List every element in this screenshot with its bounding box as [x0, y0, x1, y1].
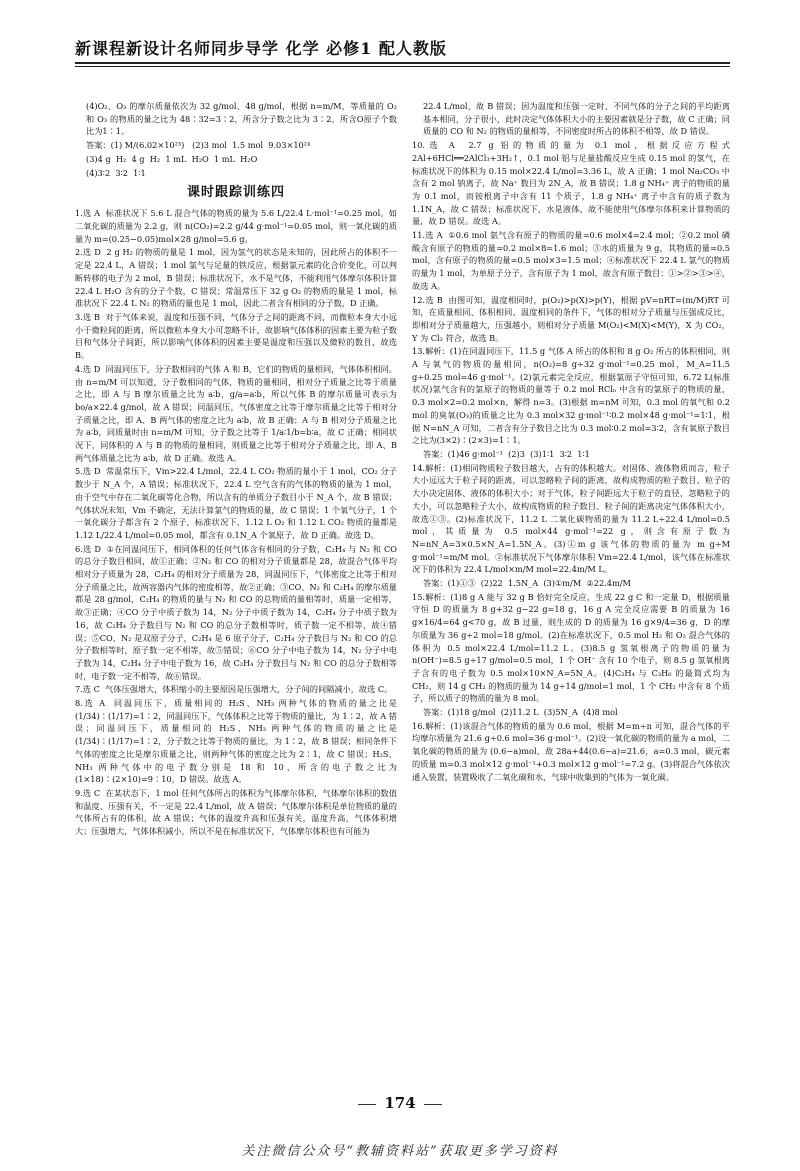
page-number-text: 174	[384, 1094, 416, 1112]
solution-item-8: 8.选 A 同温同压下，质量相同的 H₂S、NH₃ 两种气体的物质的量之比是 (1/34)∶(1/17)=1∶2，同温同压下，气体体积之比等于物质的量比，为 1∶2，故 A 错误；同温同压下，质量相同的 H₂S、NH₃ 两种气体的物质的量之比是 (1/34)∶(1/17)=1∶2，分子数之比等于物质的量比，为 1∶2，故 B 错误；相同条件下气体的密度之比是摩尔质量之比，则两种气体的密度之比为 2∶1，故 C 错误；H₂S、NH₃ 两种气体中的电子数分别是 18 和 10，所含的电子数之比为(1×18)∶(2×10)=9∶10，D 错误。故选 A。	[75, 698, 400, 785]
page-number-dash-right	[424, 1104, 442, 1105]
solution-item-11: 11.选 A ①0.6 mol 氨气含有原子的物质的量=0.6 mol×4=2.4 mol；②0.2 mol 磷酸含有原子的物质的量=0.2 mol×8=1.6 mol；③水的质量为 9 g，其物质的量=0.5 mol，含有原子的物质的量=0.5 mol×3=1.5 mol；④标准状况下 22.4 L 氯气的物质的量为 1 mol，为单原子分子，含有原子为 1 mol，故含有原子数目：①>②>③>④，故选 A。	[412, 230, 733, 291]
solution-item-15: 15.解析：(1)8 g A 能与 32 g B 恰好完全反应，生成 22 g C 和一定量 D，根据质量守恒 D 的质量为 8 g+32 g−22 g=18 g，16 g A 完全反应需要 B 的质量为 16 g×16/4=64 g<70 g，故 B 过量，则生成的 D 的质量为 16 g×9/4=36 g，D 的摩尔质量为 36 g÷2 mol=18 g/mol。(2)在标准状况下，0.5 mol H₂ 和 O₂ 混合气体的体积为 0.5 mol×22.4 L/mol=11.2 L。(3)8.5 g 氢氧根离子的物质的量为 n(OH⁻)=8.5 g÷17 g/mol=0.5 mol，1 个 OH⁻ 含有 10 个电子，则 8.5 g 氢氧根离子含有的电子数为 0.5 mol×10×N_A=5N_A。(4)C₂H₄ 与 C₃H₆ 的最简式均为 CH₂，则 14 g CH₂ 的物质的量为 14 g÷14 g/mol=1 mol，1 个 CH₂ 中含有 8 个质子，所以质子的物质的量为 8 mol。	[412, 591, 733, 704]
solution-item-12: 12.选 B 由图可知，温度相同时，p(O₂)>p(X)>p(Y)，根据 pV=nRT=(m/M)RT 可知，在质量相同、体积相同、温度相同的条件下，气体的相对分子质量与压强成反比，即相对分子质量越大，压强越小，则相对分子质量 M(O₂)<M(X)<M(Y)，X 为 CO₂，Y 为 Cl₂ 符合，故选 B。	[412, 294, 730, 343]
right-column	[412, 100, 733, 784]
section-title: 课时跟踪训练四	[186, 185, 285, 201]
solution-item-3: 3.选 B 对于气体来说，温度和压强不同，气体分子之间的距离不同，而微粒本身大小远小于微粒间的距离，所以微粒本身大小可忽略不计，故影响气体体积的因素主要为粒子数目和气体分子间距，所以影响气体体积的因素主要是温度和压强以及微粒的数目，故选 B。	[75, 311, 400, 361]
solution-item-7: 7.选 C 气体压强增大，体积缩小的主要原因是压强增大，分子间的间隔减小，故选 C。	[75, 684, 393, 695]
page-number-dash-left	[358, 1104, 376, 1105]
answer-13: 答案：(1)46 g·mol⁻¹ (2)3 (3)1∶1 3∶2 1∶1	[423, 448, 590, 459]
header-rule-thin	[75, 66, 730, 67]
answer-15: 答案：(1)18 g/mol (2)11.2 L (3)5N_A (4)8 mol	[423, 707, 618, 718]
solution-item-4: 4.选 D 同温同压下，分子数相同的气体 A 和 B，它们的物质的量相同，气体体积相同。由 n=m/M 可以知道，分子数相同的气体，物质的量相同，相对分子质量之比等于质量之比，即 A 与 B 摩尔质量之比为 a∶b，g/a=a∶b，所以气体 B 的摩尔质量可表示为 bo/a×22.4 g/mol，故 A 错误；同温同压，气体密度之比等于摩尔质量之比等于相对分子质量之比，即 A、B 两气体的密度之比为 a∶b，故 B 正确；A 与 B 相对分子质量之比为 a∶b，同质量时由 n=m/M 可知，分子数之比等于 1/a∶1/b=b∶a，故 C 正确；相同状况下，同体积的 A 与 B 的物质的量相同，则质量之比等于相对分子质量之比，即 A、B 两气体质量之比为 a∶b，故 D 正确。故选 A。	[75, 363, 400, 463]
solution-item-10: 10.选 A 2.7 g 铝的物质的量为 0.1 mol，根据反应方程式 2Al+6HCl══2AlCl₃+3H₂↑，0.1 mol 铝与足量盐酸反应生成 0.15 mol 的氢气，在标准状况下的体积为 0.15 mol×22.4 L/mol=3.36 L，故 A 正确；1 mol Na₂CO₃ 中含有 2 mol 钠离子，故 Na⁺ 数目为 2N_A，故 B 错误；1.8 g NH₄⁺ 离子的物质的量为 0.1 mol，而铵根离子中含有 11 个质子，1.8 g NH₄⁺ 离子中含有的质子数为 1.1N_A，故 C 错误；标准状况下，水是液体，故不能使用气体摩尔体积来计算物质的量，故 D 错误。故选 A。	[412, 140, 733, 227]
solution-item-9-continued: 22.4 L/mol，故 B 错误；因为温度和压强一定时，不同气体的分子之间的平均距离基本相同，分子很小，此时决定气体体积大小的主要因素就是分子数，故 C 正确；同质量的 CO 和 N₂ 的物质的量相等，不同密度时所占的体积不相等，故 D 错误。	[423, 101, 730, 137]
answer-line: 答案：(1) M/(6.02×10²³) (2)3 mol 1.5 mol 9.03×10²⁴	[86, 140, 311, 151]
running-header: 新课程新设计名师同步导学 化学 必修1 配人教版	[75, 39, 447, 58]
left-column	[75, 100, 400, 839]
answer-tail-paragraph: (4)O₂、O₃ 的摩尔质量依次为 32 g/mol、48 g/mol，根据 n=m/M，等质量的 O₂ 和 O₃ 的物质的量之比为 48∶32=3∶2，所含分子数之比为 3∶2，所含O原子个数比为1∶1。	[86, 101, 400, 137]
solution-item-16: 16.解析：(1)该混合气体的物质的量为 0.6 mol，根据 M=m÷n 可知，混合气体的平均摩尔质量为 21.6 g÷0.6 mol=36 g·mol⁻¹。(2)设一氧化碳的物质的量为 a mol，二氧化碳的物质的量为 (0.6−a)mol，故 28a+44(0.6−a)=21.6，a=0.3 mol，碳元素的质量 m=0.3 mol×12 g·mol⁻¹+0.3 mol×12 g·mol⁻¹=7.2 g。(3)将混合气体依次通入装置，装置吸收了二氧化碳和水，气球中收集到的气体为一氧化碳。	[412, 720, 730, 782]
solution-item-6: 6.选 D ①在同温同压下，相同体积的任何气体含有相同的分子数，C₂H₄ 与 N₂ 和 CO 的总分子数目相同，故①正确；②N₂ 和 CO 的相对分子质量都是 28，故混合气体平均相对分子质量为 28，C₂H₄ 的相对分子质量为 28，同温同压下，气体密度之比等于相对分子质量之比，故两容器内气体的密度相等，故②正确；③CO、N₂ 和 C₂H₄ 的摩尔质量都是 28 g/mol，C₂H₄ 的物质的量与 N₂ 和 CO 的总物质的量相等时，质量一定相等，故③正确；④CO 分子中质子数为 14，N₂ 分子中质子数为 14，C₂H₄ 分子中质子数为 16，故 C₂H₄ 分子数目与 N₂ 和 CO 的总分子数相等时，质子数一定不相等，故④错误；⑤CO、N₂ 是双原子分子，C₂H₄ 是 6 原子分子，C₂H₄ 分子数目与 N₂ 和 CO 的总分子数相等时，原子数一定不相等，故⑤错误；⑥CO 分子中电子数为 14，N₂ 分子中电子数为 14，C₂H₄ 分子中电子数为 16，故 C₂H₄ 分子数目与 N₂ 和 CO 的总分子数相等时，电子数一定不相等，故⑥错误。	[75, 543, 400, 681]
solution-item-5: 5.选 D 常温常压下，Vm>22.4 L/mol，22.4 L CO₂ 物质的量小于 1 mol，CO₂ 分子数少于 N_A 个，A 错误；标准状况下，22.4 L 空气含有的气体的物质的量为 1 mol，由于空气中存在二氧化碳等化合物，所以含有的单质分子数目小于 N_A 个，故 B 错误；气体状况未知，Vm 不确定，无法计算氯气的物质的量，故 C 错误；1 个氧气分子，1 个一氧化碳分子都含有 2 个原子，标准状况下，1.12 L O₂ 和 1.12 L CO₂ 物质的量都是 1.12 L/22.4 L/mol=0.05 mol，都含有 0.1N_A 个氧原子，故 D 正确。故选 D。	[75, 466, 400, 540]
solution-item-1: 1.选 A 标准状况下 5.6 L 混合气体的物质的量为 5.6 L/22.4 L·mol⁻¹=0.25 mol。如二氧化碳的质量为 2.2 g，则 n(CO₂)=2.2 g/44 g·mol⁻¹=0.05 mol，则一氧化碳的质量为 m=(0.25−0.05)mol×28 g/mol=5.6 g。	[75, 208, 397, 244]
answer-14: 答案：(1)①③ (2)22 1.5N_A (3)①m/M ②22.4m/M	[423, 578, 631, 589]
page-number	[0, 1094, 800, 1112]
footer-note: 关注微信公众号“教辅资料站”获取更多学习资料	[241, 1144, 559, 1159]
solution-item-14: 14.解析：(1)相同物质粒子数目越大，占有的体积越大。对固体、液体物质而言，粒子大小远远大于粒子间的距离，可以忽略粒子间的距离，故构成物质的粒子数目、粒子的大小决定固体、液体的体积大小；对于气体，粒子间距远大于粒子的直径，忽略粒子的大小，可以忽略粒子大小，故构成物质的粒子数目、粒子间的距离决定气体体积大小，故选①③。(2)标准状况下，11.2 L 二氧化碳物质的量为 11.2 L÷22.4 L/mol=0.5 mol，其质量为 0.5 mol×44 g·mol⁻¹=22 g，则含有原子数为 N=nN_A=3×0.5×N_A=1.5N_A。(3)①m g 该气体的物质的量为 m g÷M g·mol⁻¹=m/M mol。②标准状况下气体摩尔体积 Vm=22.4 L/mol，该气体在标准状况下的体积为 22.4 L/mol×m/M mol=22.4m/M L。	[412, 462, 733, 575]
solution-item-9: 9.选 C 在某状态下，1 mol 任何气体所占的体积为气体摩尔体积，气体摩尔体积的数值和温度、压强有关，不一定是 22.4 L/mol，故 A 错误；气体摩尔体积是单位物质的量的气体所占有的体积，故 A 错误；气体的温度升高和压强有关，温度升高，气体体积增大；压强增大，气体体积减小，所以不是在标准状况下，气体摩尔体积也有可能为	[75, 788, 397, 837]
answer-line: (3)4 g H₂ 4 g H₂ 1 mL H₂O 1 mL H₂O	[86, 153, 258, 164]
answer-line: (4)3∶2 3∶2 1∶1	[86, 167, 146, 178]
solution-item-13: 13.解析：(1)在同温同压下，11.5 g 气体 A 所占的体积和 8 g O₂ 所占的体积相同，则 A 与氧气的物质的量相同，n(O₂)=8 g÷32 g·mol⁻¹=0.25 mol，M_A=11.5 g÷0.25 mol=46 g·mol⁻¹。(2)氯元素完全反应，根据氯原子守恒可知，6.72 L(标准状况)氯气含有的氯原子的物质的量等于 0.2 mol RClₙ 中含有的氯原子的物质的量，0.3 mol×2=0.2 mol×n，解得 n=3。(3)根据 m=nM 可知，0.3 mol 的氧气和 0.2 mol 的臭氧(O₃)的质量之比为 0.3 mol×32 g·mol⁻¹∶0.2 mol×48 g·mol⁻¹=1∶1，根据 N=nN_A 可知，二者含有分子数目之比为 0.3 mol∶0.2 mol=3∶2，含有氧原子数目之比为(3×2)∶(2×3)=1∶1。	[412, 346, 733, 446]
header-rule	[75, 62, 730, 64]
solution-item-2: 2.选 D 2 g H₂ 的物质的量是 1 mol，因为氢气的状态是未知的，因此所占的体积不一定是 22.4 L，A 错误；1 mol 氯气与足量的铁反应，根据氯元素的化合价变化，可以判断转移的电子为 2 mol，B 错误；标准状况下，水不是气体，不能利用气体摩尔体积计算 22.4 L H₂O 含有的分子个数，C 错误；常温常压下 32 g O₂ 的物质的量是 1 mol，标准状况下 22.4 L N₂ 的物质的量也是 1 mol，因此二者含有相同的分子数，D 正确。	[75, 247, 400, 309]
